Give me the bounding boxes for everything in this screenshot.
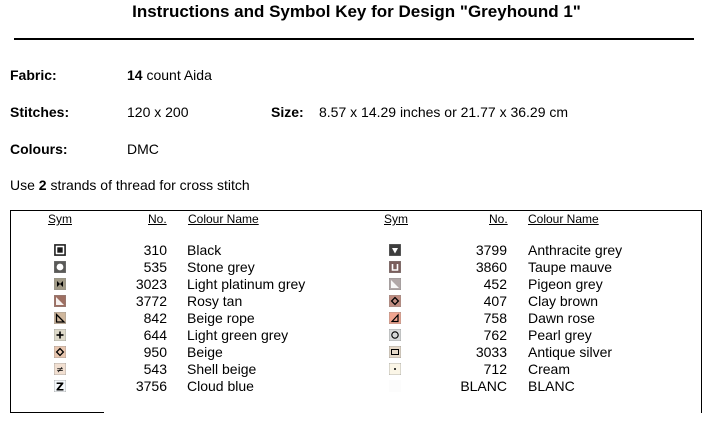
header-no-right: No. <box>489 212 508 226</box>
colour-name: Rosy tan <box>187 293 243 309</box>
dmc-number: 762 <box>483 327 507 343</box>
blank-icon <box>389 380 401 392</box>
fabric-label: Fabric: <box>10 67 57 83</box>
header-sym-left: Sym <box>48 212 72 226</box>
colour-name: Beige <box>187 344 223 360</box>
dmc-number: BLANC <box>460 378 507 394</box>
header-name-left: Colour Name <box>188 212 259 226</box>
triangle-outline-icon <box>389 312 401 324</box>
colour-name: Light platinum grey <box>187 276 306 292</box>
dmc-number: 535 <box>143 259 167 275</box>
colour-name: Antique silver <box>528 344 613 360</box>
size-value: 8.57 x 14.29 inches or 21.77 x 36.29 cm <box>319 104 569 120</box>
dmc-number: 543 <box>143 361 167 377</box>
colour-name: Light green grey <box>187 327 289 343</box>
header-no-left: No. <box>148 212 167 226</box>
svg-text:≠: ≠ <box>56 365 64 375</box>
dmc-number: 950 <box>143 344 167 360</box>
dmc-number: 3772 <box>135 293 167 309</box>
dmc-number: 758 <box>483 310 507 326</box>
table-bottom-edge <box>10 412 104 413</box>
dmc-number: 3860 <box>475 259 507 275</box>
strands-pre: Use <box>10 177 35 193</box>
stitches-value: 120 x 200 <box>127 104 189 120</box>
fabric-text: count Aida <box>146 67 212 83</box>
stitches-label: Stitches: <box>10 104 70 120</box>
fabric-value <box>127 67 212 83</box>
colour-name: Dawn rose <box>528 310 595 326</box>
triangle-half-icon <box>389 278 401 290</box>
colours-label: Colours: <box>10 141 68 157</box>
dmc-number: 712 <box>483 361 507 377</box>
dmc-number: 452 <box>483 276 507 292</box>
dmc-number: 310 <box>143 242 167 258</box>
header-sym-right: Sym <box>384 212 408 226</box>
colour-name: Clay brown <box>528 293 599 309</box>
header-name-right: Colour Name <box>528 212 599 226</box>
colour-name: Pearl grey <box>528 327 592 343</box>
symbol-row-right <box>0 378 713 395</box>
colour-name: Cream <box>528 361 571 377</box>
dmc-number: 3756 <box>135 378 167 394</box>
page-title: Instructions and Symbol Key for Design "Greyhound 1" <box>132 2 581 21</box>
strands-post: strands of thread for cross stitch <box>50 177 250 193</box>
colour-name: Pigeon grey <box>528 276 603 292</box>
colour-name: Cloud blue <box>187 378 254 394</box>
colour-name: Anthracite grey <box>528 242 623 258</box>
dmc-number: 842 <box>143 310 167 326</box>
dmc-number: 644 <box>143 327 167 343</box>
strands-instruction <box>10 177 250 193</box>
colour-name: Beige rope <box>187 310 255 326</box>
dot-icon <box>389 363 401 375</box>
heart-icon <box>389 244 401 256</box>
size-label: Size: <box>271 104 304 120</box>
colour-name: Taupe mauve <box>528 259 613 275</box>
colour-name: Black <box>187 242 222 258</box>
symbol-row-right <box>0 310 713 327</box>
colour-name: BLANC <box>528 378 575 394</box>
symbol-row-right <box>0 344 713 361</box>
symbol-row-right <box>0 276 713 293</box>
fabric-count: 14 <box>127 67 143 83</box>
colours-value: DMC <box>127 141 159 157</box>
rectangle-outline-icon <box>389 346 401 358</box>
dmc-number: 3799 <box>475 242 507 258</box>
title-rule <box>14 38 694 40</box>
symbol-row-right <box>0 259 713 276</box>
dmc-number: 3033 <box>475 344 507 360</box>
u-shape-icon <box>389 261 401 273</box>
diamond-icon <box>389 295 401 307</box>
svg-text:Z: Z <box>56 380 64 392</box>
symbol-row-right <box>0 242 713 259</box>
symbol-row-right <box>0 327 713 344</box>
strands-count: 2 <box>38 177 47 193</box>
symbol-row-right <box>0 293 713 310</box>
symbol-row-right <box>0 361 713 378</box>
dmc-number: 407 <box>483 293 507 309</box>
colour-name: Shell beige <box>187 361 257 377</box>
colour-name: Stone grey <box>187 259 255 275</box>
circle-outline-icon <box>389 329 401 341</box>
dmc-number: 3023 <box>135 276 167 292</box>
